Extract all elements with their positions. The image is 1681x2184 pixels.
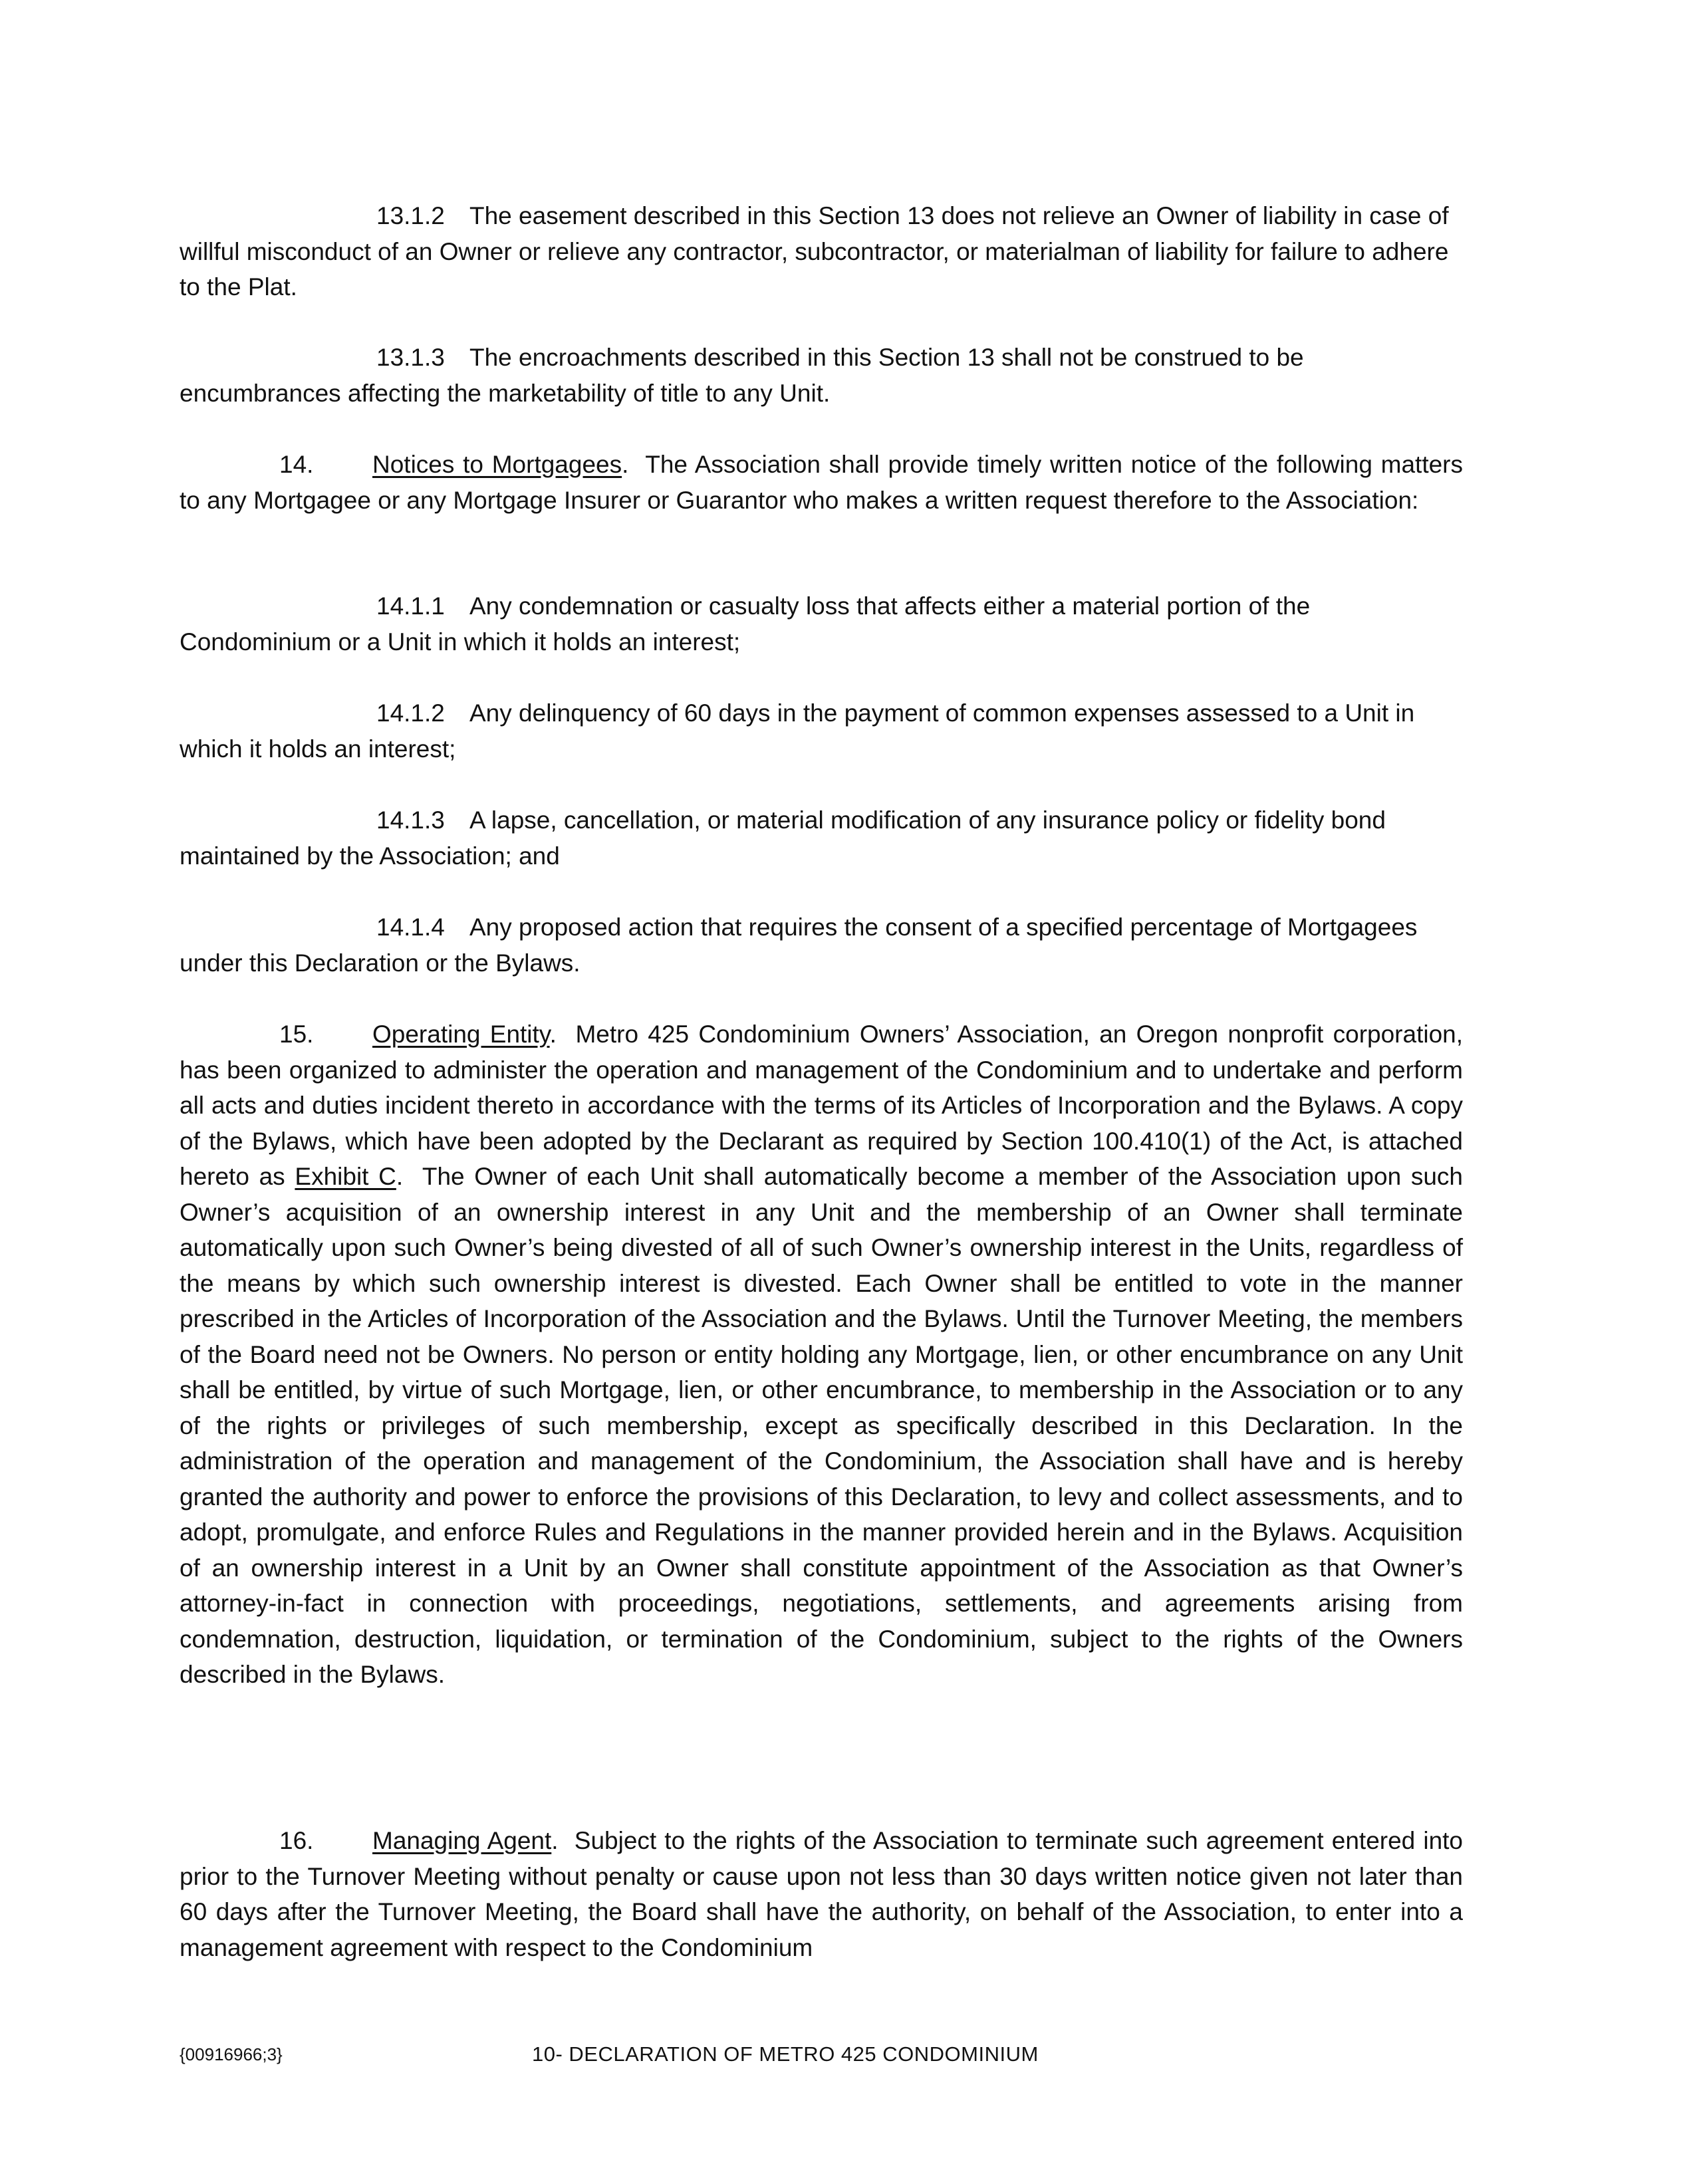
page-footer — [0, 2034, 1681, 2074]
section-heading: Notices to Mortgagees — [372, 451, 622, 478]
exhibit-reference: Exhibit C — [295, 1163, 396, 1190]
paragraph-text: Any delinquency of 60 days in the payment of common expenses assessed to a Unit in which it holds an interest; — [180, 699, 1415, 763]
paragraph-14-1-2 — [180, 695, 1463, 767]
section-number: 16. — [279, 1827, 314, 1854]
footer-document-id: {00916966;3} — [180, 2044, 283, 2064]
section-text-before-exhibit: Metro 425 Condominium Owners’ Association, an Oregon nonprofit corporation, has been organized to administer the operation and management of the Condominium and to undertake and perform all acts and duties incident thereto in accordance with the terms of its Articles of Incorporation and the Bylaws. A copy of the Bylaws, which have been adopted by the Declarant as required by Section 100.410(1) of the Act, is attached hereto as — [180, 1021, 1464, 1190]
paragraph-text: The easement described in this Section 13 does not relieve an Owner of liability in case of willful misconduct of an Owner or relieve any contractor, subcontractor, or materialman of liability for failure to adhere to the Plat. — [180, 202, 1449, 301]
paragraph-13-1-3 — [180, 340, 1463, 411]
paragraph-text: The encroachments described in this Section 13 shall not be construed to be encumbrances affecting the marketability of title to any Unit. — [180, 344, 1304, 407]
paragraph-text: Any proposed action that requires the consent of a specified percentage of Mortgagees under this Declaration or the Bylaws. — [180, 913, 1418, 977]
paragraph-number: 14.1.2 — [376, 699, 445, 727]
section-heading: Operating Entity — [372, 1021, 550, 1048]
paragraph-14-1-1 — [180, 588, 1463, 660]
paragraph-number: 14.1.3 — [376, 806, 445, 834]
section-14: 14. Notices to Mortgagees. The Association shall provide timely written notice of the following matters to any Mortgagee or any Mortgage Insurer or Guarantor who makes a written request therefore to the Association: — [180, 447, 1463, 518]
paragraph-number: 13.1.2 — [376, 202, 445, 229]
section-number: 14. — [279, 451, 314, 478]
section-number: 15. — [279, 1021, 314, 1048]
paragraph-number: 13.1.3 — [376, 344, 445, 371]
section-15: 15. Operating Entity. Metro 425 Condominium Owners’ Association, an Oregon nonprofit corporation, has been organized to administer the operation and management of the Condominium and to undertake and perform all acts and duties incident thereto in accordance with the terms of its Articles of Incorporation and the Bylaws. A copy of the Bylaws, which have been adopted by the Declarant as required by Section 100.410(1) of the Act, is attached hereto as Exhibit C. The Owner of each Unit shall automatically become a member of the Association upon such Owner’s acquisition of an ownership interest in any Unit and the membership of an Owner shall terminate automatically upon such Owner’s being divested of all of such Owner’s ownership interest in the Units, regardless of the means by which such ownership interest is divested. Each Owner shall be entitled to vote in the manner prescribed in the Articles of Incorporation of the Association and the Bylaws. Until the Turnover Meeting, the members of the Board need not be Owners. No person or entity holding any Mortgage, lien, or other encumbrance on any Unit shall be entitled, by virtue of such Mortgage, lien, or other encumbrance, to membership in the Association or to any of the rights or privileges of such membership, except as specifically described in this Declaration. In the administration of the operation and management of the Condominium, the Association shall have and is hereby granted the authority and power to enforce the provisions of this Declaration, to levy and collect assessments, and to adopt, promulgate, and enforce Rules and Regulations in the manner provided herein and in the Bylaws. Acquisition of an ownership interest in a Unit by an Owner shall constitute appointment of the Association as that Owner’s attorney-in-fact in connection with proceedings, negotiations, settlements, and agreements arising from condemnation, destruction, liquidation, or termination of the Condominium, subject to the rights of the Owners described in the Bylaws. — [180, 1017, 1463, 1693]
section-text-after-exhibit: The Owner of each Unit shall automatically become a member of the Association upon such Owner’s acquisition of an ownership interest in any Unit and the membership of an Owner shall terminate automatically upon such Owner’s being divested of all of such Owner’s ownership interest in the Units, regardless of the means by which such ownership interest is divested. Each Owner shall be entitled to vote in the manner prescribed in the Articles of Incorporation of the Association and the Bylaws. Until the Turnover Meeting, the members of the Board need not be Owners. No person or entity holding any Mortgage, lien, or other encumbrance on any Unit shall be entitled, by virtue of such Mortgage, lien, or other encumbrance, to membership in the Association or to any of the rights or privileges of such membership, except as specifically described in this Declaration. In the administration of the operation and management of the Condominium, the Association shall have and is hereby granted the authority and power to enforce the provisions of this Declaration, to levy and collect assessments, and to adopt, promulgate, and enforce Rules and Regulations in the manner provided herein and in the Bylaws. Acquisition of an ownership interest in a Unit by an Owner shall constitute appointment of the Association as that Owner’s attorney-in-fact in connection with proceedings, negotiations, settlements, and agreements arising from condemnation, destruction, liquidation, or termination of the Condominium, subject to the rights of the Owners described in the Bylaws. — [180, 1163, 1464, 1688]
paragraph-text: A lapse, cancellation, or material modification of any insurance policy or fidelity bond maintained by the Association; and — [180, 806, 1386, 870]
section-text: Subject to the rights of the Association to terminate such agreement entered into prior to the Turnover Meeting without penalty or cause upon not less than 30 days written notice given not later than 60 days after the Turnover Meeting, the Board shall have the authority, on behalf of the Association, to enter into a management agreement with respect to the Condominium — [180, 1827, 1464, 1961]
paragraph-14-1-3 — [180, 802, 1463, 874]
paragraph-number: 14.1.1 — [376, 592, 445, 620]
section-16: 16. Managing Agent. Subject to the rights of the Association to terminate such agreement entered into prior to the Turnover Meeting without penalty or cause upon not less than 30 days written notice given not later than 60 days after the Turnover Meeting, the Board shall have the authority, on behalf of the Association, to enter into a management agreement with respect to the Condominium — [180, 1823, 1463, 1965]
section-text: The Association shall provide timely written notice of the following matters to any Mortgagee or any Mortgage Insurer or Guarantor who makes a written request therefore to the Association: — [180, 451, 1464, 514]
paragraph-13-1-2 — [180, 198, 1463, 305]
footer-page-title: 10- DECLARATION OF METRO 425 CONDOMINIUM — [532, 2042, 1039, 2066]
paragraph-14-1-4 — [180, 910, 1463, 981]
paragraph-text: Any condemnation or casualty loss that affects either a material portion of the Condominium or a Unit in which it holds an interest; — [180, 592, 1311, 656]
paragraph-number: 14.1.4 — [376, 913, 445, 941]
section-heading: Managing Agent — [372, 1827, 552, 1854]
